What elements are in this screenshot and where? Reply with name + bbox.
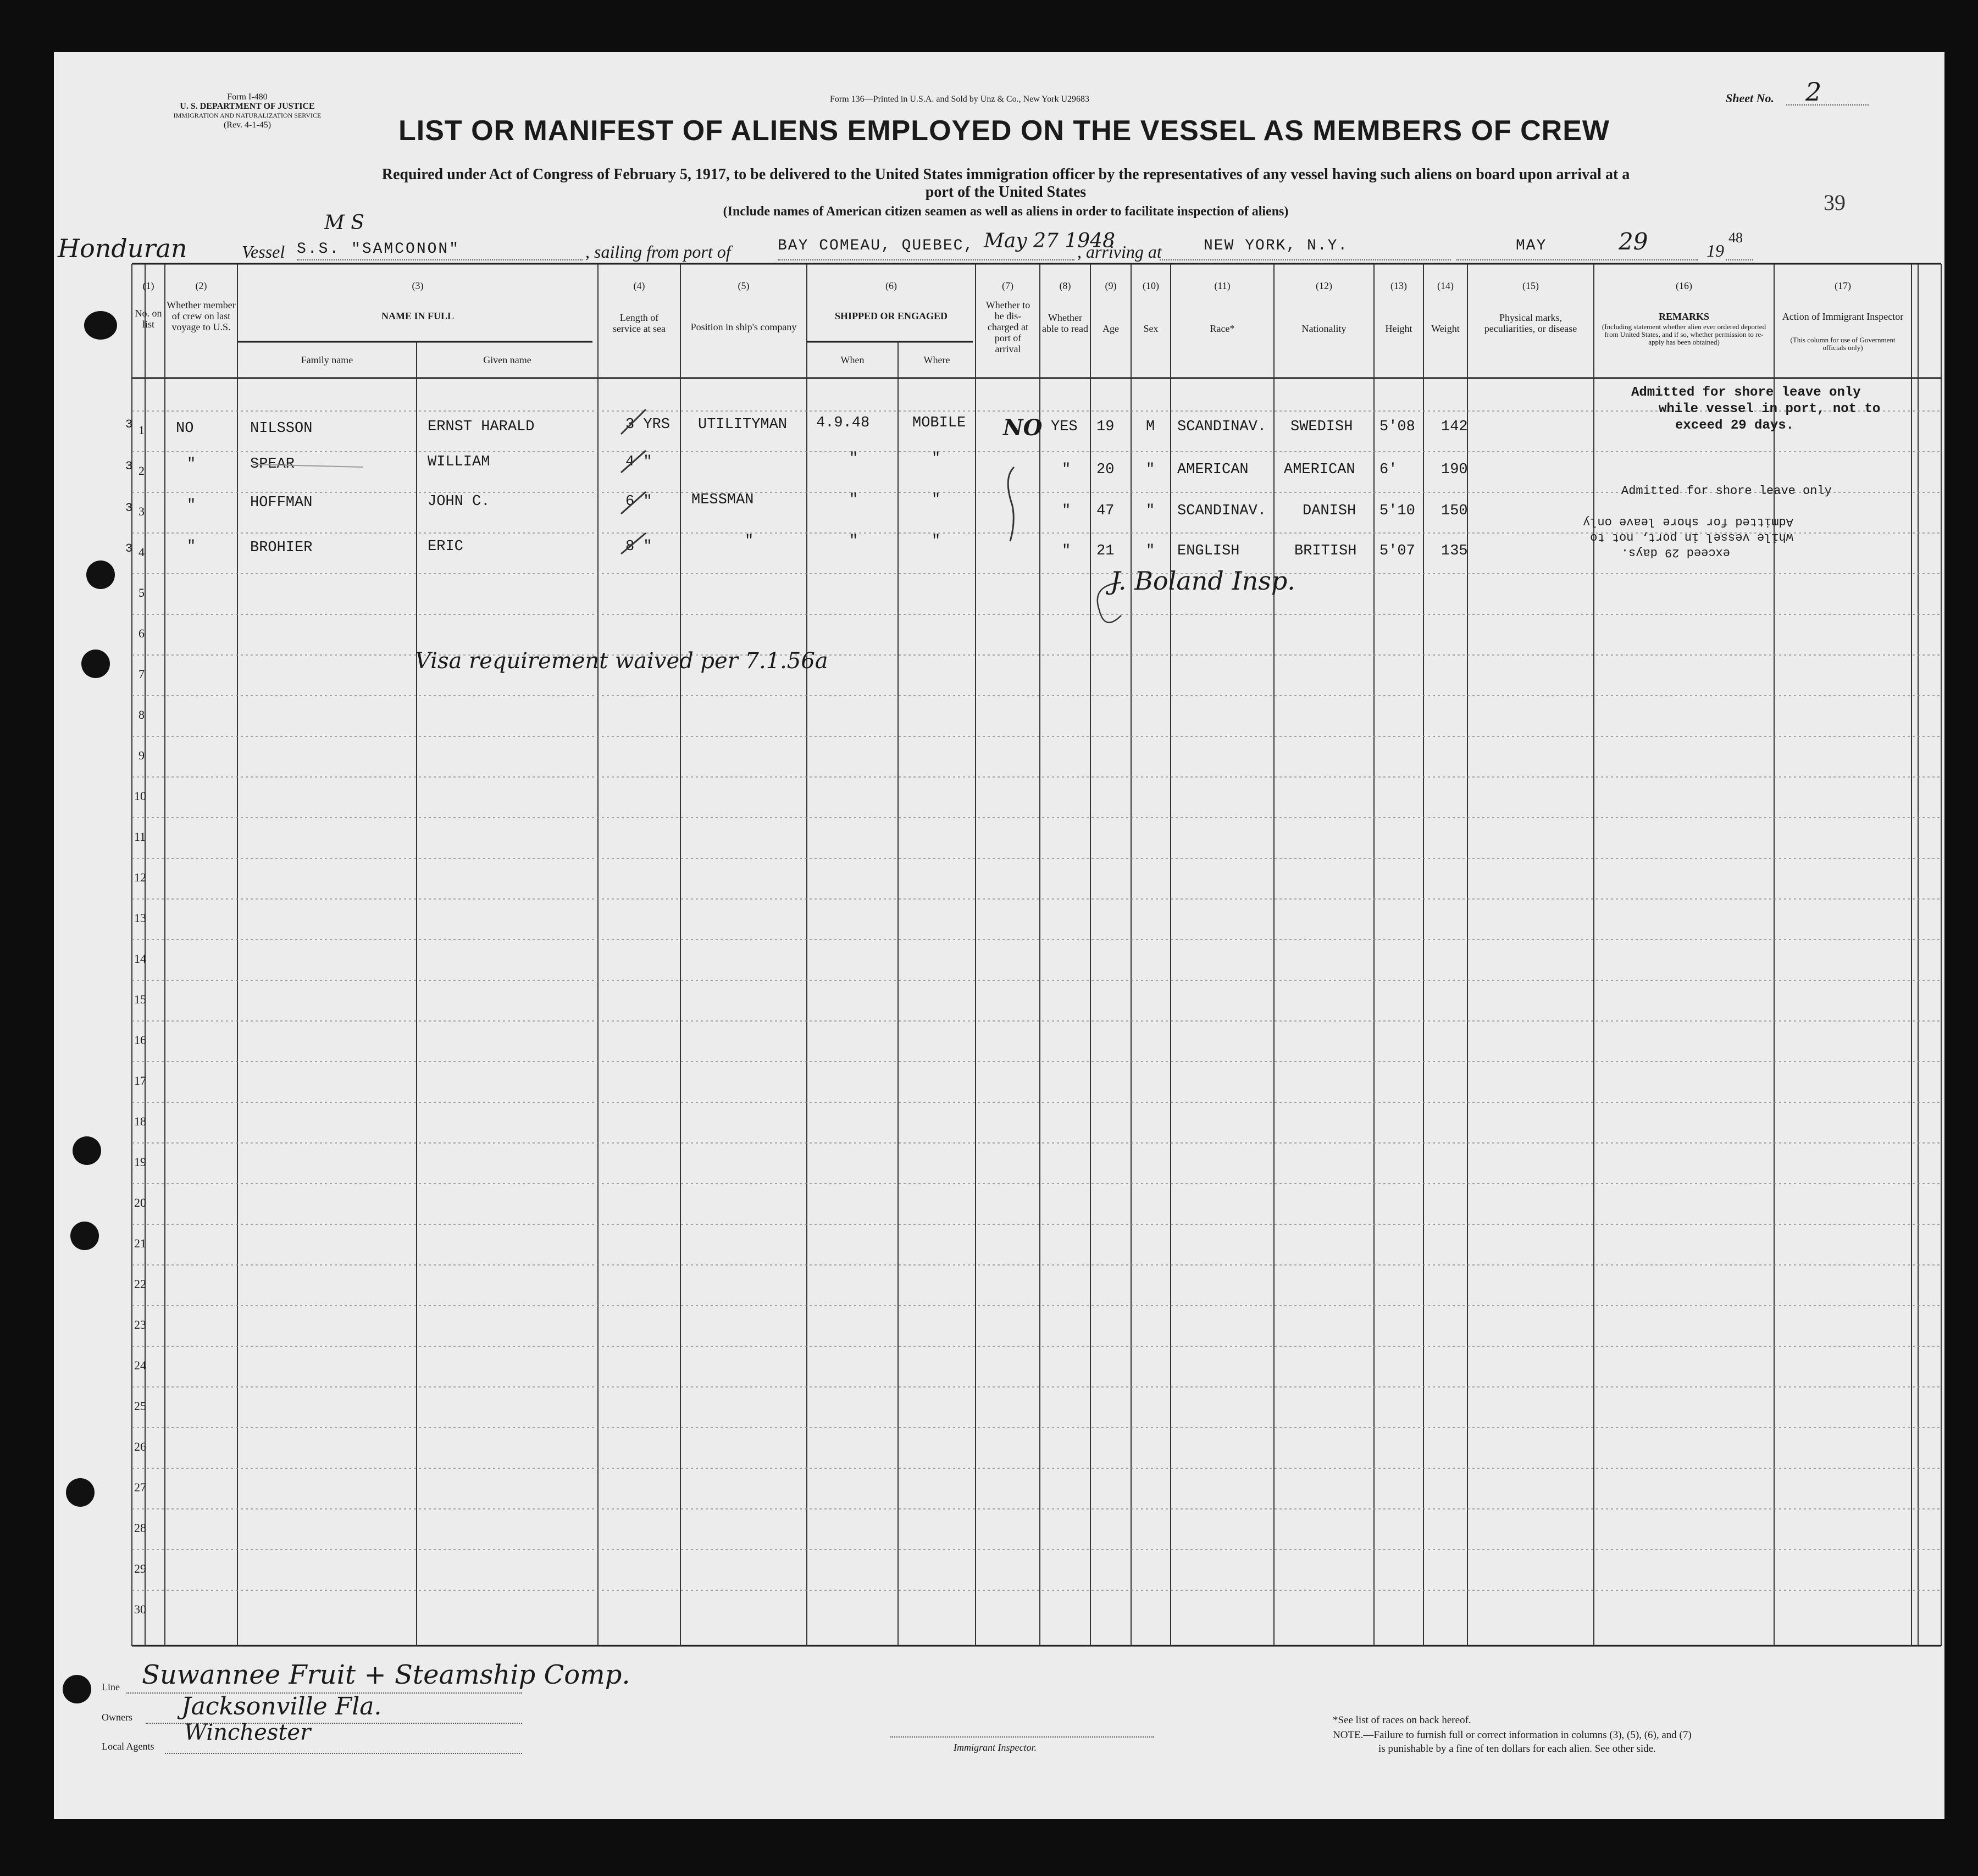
- col-14-label: Weight: [1431, 323, 1460, 334]
- given-name: JOHN C.: [428, 493, 490, 510]
- row-number: 28: [134, 1521, 146, 1535]
- height: 6': [1379, 462, 1398, 478]
- col-11-label: Race*: [1210, 323, 1235, 334]
- owners-label: Owners: [102, 1712, 132, 1723]
- shipped-where: ": [932, 533, 941, 550]
- nationality: BRITISH: [1294, 543, 1357, 559]
- row-number: 16: [134, 1033, 146, 1047]
- row-number: 20: [134, 1196, 146, 1209]
- col-15-number: (15): [1522, 280, 1539, 291]
- shipped-where: ": [932, 451, 941, 467]
- row-number: 7: [138, 667, 145, 681]
- remarks-stamp-line: while vessel in port, not to: [1659, 402, 1881, 417]
- weight: 142: [1441, 419, 1468, 435]
- row-number: 3: [138, 504, 145, 518]
- last-voyage: ": [187, 456, 196, 473]
- shipped-where: ": [932, 492, 941, 508]
- shipped-where: MOBILE: [912, 415, 966, 431]
- age: 19: [1096, 419, 1115, 435]
- col-17-label: Action of Immigrant Inspector: [1782, 311, 1904, 322]
- position: UTILITYMAN: [698, 417, 788, 433]
- agents-label: Local Agents: [102, 1741, 154, 1752]
- race: ENGLISH: [1177, 543, 1240, 559]
- revision: (Rev. 4-1-45): [223, 120, 272, 130]
- last-voyage: ": [187, 497, 196, 514]
- service-checkmark: [621, 533, 646, 554]
- col-4-label: Length of service at sea: [613, 312, 666, 334]
- discharged-ditto-stroke: [1008, 467, 1014, 541]
- row-number: 29: [134, 1562, 146, 1575]
- col-16-sub: (Including statement whether alien ever ordered deported from United States, and if so, whether permission to re-apply has been obtained): [1602, 323, 1766, 346]
- col-17-sub: (This column for use of Government officials only): [1790, 336, 1896, 352]
- race: AMERICAN: [1177, 462, 1249, 478]
- nationality: AMERICAN: [1284, 462, 1355, 478]
- length-of-service: 8 ": [625, 539, 652, 555]
- length-of-service: 3 YRS: [625, 417, 671, 433]
- col-14-number: (14): [1437, 280, 1454, 291]
- row-number: 11: [134, 830, 146, 843]
- col-15-label: Physical marks, peculiarities, or disease: [1484, 312, 1577, 334]
- races-note: *See list of races on back hereof.: [1333, 1714, 1471, 1726]
- remarks-stamp-line: Admitted for shore leave only: [1583, 515, 1793, 529]
- age: 20: [1096, 462, 1115, 478]
- col-7-number: (7): [1002, 280, 1013, 291]
- family-name: SPEAR: [250, 456, 295, 473]
- length-of-service: 4 ": [625, 454, 652, 470]
- service-checkmark: [621, 492, 646, 514]
- row-number: 14: [134, 952, 146, 965]
- col-8-number: (8): [1059, 280, 1071, 291]
- row-mark: 3: [125, 501, 133, 515]
- row-mark: 3: [125, 459, 133, 473]
- arrival-month: MAY: [1516, 237, 1547, 254]
- form-number: Form I-480: [227, 92, 268, 102]
- col-1-number: (1): [142, 280, 154, 291]
- note-text: —Failure to furnish full or correct information in columns (3), (5), (6), and (7): [1363, 1729, 1692, 1741]
- row-number: 21: [134, 1236, 146, 1250]
- year-prefix: 19: [1706, 241, 1724, 260]
- row-number: 24: [134, 1358, 146, 1372]
- row-mark: 3: [125, 542, 133, 556]
- able-to-read: YES: [1051, 419, 1078, 435]
- row-number: 9: [138, 748, 145, 762]
- col-13-label: Height: [1385, 323, 1412, 334]
- weight: 150: [1441, 503, 1468, 519]
- shipped-when: ": [849, 533, 858, 550]
- given-name: ERIC: [428, 539, 463, 555]
- discharged: NO: [1003, 415, 1043, 441]
- col-10-number: (10): [1143, 280, 1159, 291]
- col-5-number: (5): [738, 280, 750, 291]
- sail-date: May 27 1948: [984, 230, 1115, 252]
- line-label: Line: [102, 1681, 120, 1692]
- family-name: BROHIER: [250, 540, 313, 556]
- col-13-number: (13): [1390, 280, 1407, 291]
- sailing-label: , sailing from port of: [585, 242, 731, 262]
- col-2-number: (2): [195, 280, 207, 291]
- subtitle-2: port of the United States: [925, 184, 1087, 201]
- family-name: HOFFMAN: [250, 495, 313, 511]
- subtitle-1: Required under Act of Congress of February 5, 1917, to be delivered to the United States immigration officer by the representatives of any vessel having such aliens on board upon arrival at a: [381, 166, 1630, 183]
- nationality: SWEDISH: [1290, 419, 1353, 435]
- remarks-stamp: [1605, 484, 1832, 499]
- remarks-stamp: [1631, 385, 1880, 434]
- col-16-number: (16): [1676, 280, 1692, 291]
- sheet-label: Sheet No.: [1726, 91, 1774, 105]
- col-7-label: Whether to be dis-charged at port of arrival: [985, 299, 1030, 354]
- sex: ": [1146, 543, 1155, 559]
- strikethrough: [253, 464, 363, 467]
- col-16-label: REMARKS: [1658, 311, 1709, 322]
- row-number: 8: [138, 708, 145, 721]
- where-header: Where: [923, 354, 950, 365]
- department: U. S. DEPARTMENT OF JUSTICE: [180, 102, 315, 111]
- note-text-2: is punishable by a fine of ten dollars for each alien. See other side.: [1378, 1743, 1656, 1755]
- age: 21: [1096, 543, 1115, 559]
- weight: 190: [1441, 462, 1468, 478]
- remarks-stamp-inverted: [1583, 514, 1793, 560]
- age: 47: [1096, 503, 1115, 519]
- row-number: 6: [138, 626, 145, 640]
- row-number: 10: [134, 789, 146, 803]
- agents-value: Winchester: [184, 1720, 311, 1745]
- last-voyage: ": [187, 539, 196, 555]
- col-12-label: Nationality: [1301, 323, 1347, 334]
- family-name: NILSSON: [250, 420, 313, 437]
- shipped-when: ": [849, 492, 858, 508]
- note-label: NOTE.: [1333, 1729, 1364, 1741]
- row-number: 18: [134, 1114, 146, 1128]
- length-of-service: 6 ": [625, 493, 652, 510]
- note-block: [1333, 1729, 1692, 1741]
- col-3-number: (3): [412, 280, 424, 291]
- row-number: 26: [134, 1440, 146, 1453]
- able-to-read: ": [1062, 462, 1071, 478]
- given-name: WILLIAM: [428, 454, 490, 470]
- vessel-label: Vessel: [242, 242, 285, 262]
- sex: ": [1146, 462, 1155, 478]
- row-number: 5: [138, 586, 145, 600]
- inspector-signature: J. Boland Insp.: [1110, 566, 1295, 596]
- able-to-read: ": [1062, 543, 1071, 559]
- row-number: 2: [138, 464, 145, 478]
- vessel-prefix-correction: M S: [324, 212, 364, 234]
- remarks-stamp-line: exceed 29 days.: [1621, 546, 1730, 559]
- nationality: DANISH: [1303, 503, 1356, 519]
- row-number: 12: [134, 870, 146, 884]
- col-17-number: (17): [1835, 280, 1851, 291]
- line-value: Suwannee Fruit + Steamship Comp.: [142, 1659, 630, 1690]
- col-4-number: (4): [633, 280, 645, 291]
- last-voyage: NO: [176, 420, 194, 437]
- height: 5'07: [1379, 543, 1415, 559]
- given-name-header: Given name: [483, 354, 531, 365]
- service-checkmark: [621, 409, 646, 434]
- height: 5'10: [1379, 503, 1415, 519]
- year-suffix: 48: [1728, 230, 1743, 246]
- row-number: 30: [134, 1602, 146, 1616]
- visa-note: Visa requirement waived per 7.1.56a: [415, 648, 828, 674]
- page-title: LIST OR MANIFEST OF ALIENS EMPLOYED ON THE VESSEL AS MEMBERS OF CREW: [398, 115, 1610, 147]
- col-5-label: Position in ship's company: [690, 321, 797, 332]
- race: SCANDINAV.: [1177, 503, 1267, 519]
- when-header: When: [840, 354, 865, 365]
- col-12-number: (12): [1316, 280, 1332, 291]
- owners-value: Jacksonville Fla.: [181, 1692, 382, 1720]
- col-9-number: (9): [1105, 280, 1117, 291]
- col-8-label: Whether able to read: [1042, 312, 1088, 334]
- sex: ": [1146, 503, 1155, 519]
- col-2-label: Whether member of crew on last voyage to U.S.: [167, 299, 236, 332]
- race: SCANDINAV.: [1177, 419, 1267, 435]
- remarks-stamp-line: Admitted for shore leave only: [1631, 385, 1861, 400]
- service-checkmark: [621, 451, 646, 473]
- vessel-flag: Honduran: [58, 234, 187, 263]
- inspector-label: Immigrant Inspector.: [954, 1742, 1037, 1753]
- inspector-signature-line: [890, 1736, 1154, 1738]
- port-to: NEW YORK, N.Y.: [1204, 237, 1349, 254]
- row-number: 13: [134, 911, 146, 925]
- position: MESSMAN: [691, 492, 754, 508]
- col-1-label: No. on list: [135, 308, 162, 330]
- row-number: 4: [138, 545, 145, 559]
- able-to-read: ": [1062, 503, 1071, 519]
- shipped-when: 4.9.48: [816, 415, 870, 431]
- height: 5'08: [1379, 419, 1415, 435]
- col-10-label: Sex: [1143, 323, 1159, 334]
- row-number: 27: [134, 1480, 146, 1494]
- row-number: 23: [134, 1318, 146, 1331]
- remarks-stamp-line: while vessel in port, not to: [1590, 530, 1793, 544]
- vessel-name: S.S. "SAMCONON": [297, 241, 461, 258]
- port-from: BAY COMEAU, QUEBEC,: [778, 237, 974, 254]
- weight: 135: [1441, 543, 1468, 559]
- row-number: 19: [134, 1155, 146, 1169]
- arriving-label: , arriving at: [1077, 242, 1162, 262]
- col-11-number: (11): [1214, 280, 1231, 291]
- row-number: 15: [134, 992, 146, 1006]
- agents-fill-line: [165, 1753, 522, 1754]
- arrival-day: 29: [1619, 228, 1648, 255]
- col-3-label: NAME IN FULL: [381, 310, 454, 321]
- remarks-stamp-line: exceed 29 days.: [1675, 418, 1794, 433]
- col-6-label: SHIPPED OR ENGAGED: [834, 310, 948, 321]
- row-mark: 3: [125, 418, 133, 431]
- col-9-label: Age: [1102, 323, 1119, 334]
- row-number: 22: [134, 1277, 146, 1291]
- service: IMMIGRATION AND NATURALIZATION SERVICE: [173, 112, 322, 119]
- printer-line: Form 136—Printed in U.S.A. and Sold by Unz & Co., New York U29683: [830, 95, 1090, 104]
- subtitle-3: (Include names of American citizen seamen as well as aliens in order to facilitate inspection of aliens): [723, 204, 1289, 219]
- sheet-number: 2: [1805, 77, 1822, 107]
- shipped-when: ": [849, 451, 858, 467]
- given-name: ERNST HARALD: [428, 419, 535, 435]
- row-number: 25: [134, 1399, 146, 1413]
- remarks-stamp-line: Admitted for shore leave only: [1621, 484, 1832, 498]
- col-6-number: (6): [885, 280, 897, 291]
- sex: M: [1146, 419, 1155, 435]
- family-name-header: Family name: [301, 354, 353, 365]
- position: ": [745, 533, 754, 550]
- row-number: 17: [134, 1074, 146, 1087]
- row-number: 1: [138, 423, 145, 437]
- page-stamp: 39: [1824, 190, 1846, 215]
